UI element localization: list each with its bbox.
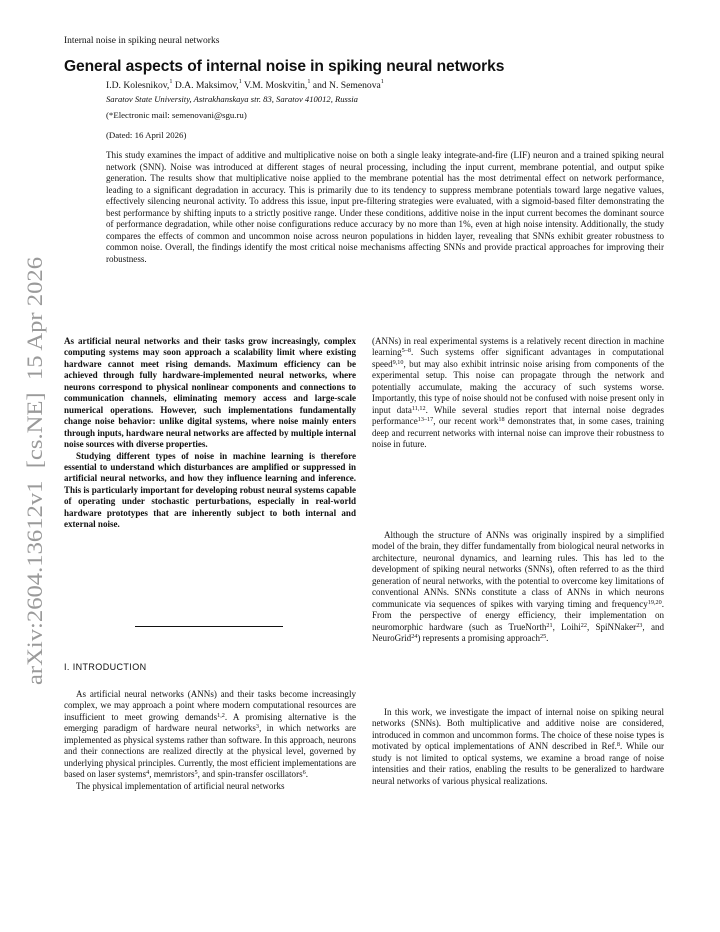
- text-run: . While several studies report that internal noise degrades performance: [372, 404, 664, 427]
- text-run: ) represents a promising approach: [417, 633, 540, 644]
- text-run: demonstrates that, in some cases, training deep and recurrent networks with internal noise can improve their robustness to noise in future.: [372, 416, 664, 450]
- text-run: , our recent work: [433, 416, 499, 427]
- text-run: , in which networks are implemented as physical systems rather than software. In this approach, neurons and their connections are realized directly at the physical level, governed by underlying physical principles. Currently, the most efficient implementations are based on laser systems: [64, 723, 356, 780]
- section-divider: [135, 626, 283, 627]
- body-paragraph: [64, 689, 356, 781]
- text-run: (ANNs) in real experimental systems is a relatively recent direction in machine learning: [372, 336, 664, 358]
- author-name: V.M. Moskvitin,: [241, 80, 308, 91]
- affiliation: Saratov State University, Astrakhanskaya str. 83, Saratov 410012, Russia: [106, 94, 358, 104]
- text-run: , and NeuroGrid: [372, 621, 665, 644]
- text-run: In this work, we investigate the impact of internal noise on spiking neural networks (SNNs). Both multiplicative and additive noise are considered, introduced in common and uncommon forms. The choice of these noise types is motivated by optical implementations of ANN described in Ref.: [372, 707, 664, 752]
- section-heading-introduction: I. INTRODUCTION: [64, 662, 147, 672]
- text-run: . A promising alternative is the emerging paradigm of hardware neural networks: [64, 711, 357, 734]
- bold-intro-paragraph: As artificial neural networks and their tasks grow increasingly, complex computing systems may soon approach a scalability limit where existing hardware cannot meet rising demands. Maximum efficiency can be achieved through fully hardware-implemented neural networks, where neurons correspond to physical nonlinear components and connections to communication channels, eliminating memory access and large-scale numerical operations. However, such implementations fundamentally change noise behavior: unlike digital systems, where noise mainly enters through inputs, hardware neural networks are affected by multiple internal noise sources with diverse properties.: [64, 336, 356, 450]
- text-run: , Loihi: [552, 621, 581, 632]
- author-name: D.A. Maksimov,: [172, 80, 239, 91]
- text-run: , and spin-transfer oscillators: [197, 769, 303, 780]
- body-paragraph: The physical implementation of artificial neural networks: [76, 780, 285, 791]
- text-run: Although the structure of ANNs was originally inspired by a simplified model of the brain, they differ fundamentally from biological neural networks in architecture, neuronal dynamics, and learning rules. This has led to the development of spiking neural networks (SNNs), often referred to as the third generation of neural networks, with the potential to overcome key limitations of conventional ANNs. SNNs constitute a class of ANNs in which neurons communicate via sequences of spikes with varying timing and frequency: [372, 530, 664, 609]
- citation: 4: [146, 769, 150, 777]
- citation: 8: [616, 741, 620, 749]
- citation: 11,12: [411, 404, 426, 412]
- bold-introduction: [64, 336, 356, 531]
- introduction-body: [64, 689, 356, 792]
- author-name: I.D. Kolesnikov,: [106, 80, 170, 91]
- text-run: .: [305, 769, 308, 780]
- text-run: . From the perspective of energy efficiency, their implementation on neuromorphic hardware (such as TrueNorth: [372, 598, 664, 632]
- citation: 1,2: [217, 711, 225, 719]
- text-run: , but may also exhibit intrinsic noise arising from components of the experimental setup. This noise can propagate through the network and potentially accumulate, making the accuracy of such systems worse. Importantly, this type of noise should not be confused with noise present only in input data: [372, 358, 664, 415]
- citation: 24: [411, 633, 418, 641]
- arxiv-identifier-text: arXiv:2604.13612v1 [cs.NE] 15 Apr 2026: [22, 293, 47, 685]
- text-run: , SpiNNaker: [586, 621, 637, 632]
- affiliation-marker: 1: [238, 78, 242, 85]
- text-run: . While our study is not limited to optical systems, we examine a broad range of noise intensities and their ratios, enabling the results to be generalized to hardware neural networks of various physical realizations.: [372, 741, 664, 786]
- citation: 22: [580, 621, 587, 629]
- running-head: Internal noise in spiking neural networks: [64, 36, 220, 46]
- date-line: (Dated: 16 April 2026): [106, 130, 187, 140]
- right-column-paragraph-2: [372, 530, 664, 645]
- citation: 23: [636, 621, 643, 629]
- author-name: and N. Semenova: [310, 80, 381, 91]
- citation: 5–8: [401, 347, 411, 355]
- bold-intro-paragraph: Studying different types of noise in machine learning is therefore essential to understand which disturbances are amplified or suppressed in artificial neural networks, and how they influence learning and inference. This is particularly important for developing robust neural systems capable of operating under stochastic perturbations, especially in real-world hardware prototypes that are inherently subject to both internal and external noise.: [64, 450, 356, 530]
- affiliation-marker: 1: [307, 78, 311, 85]
- citation: 18: [498, 416, 505, 424]
- citation: 9,10: [392, 358, 404, 366]
- right-column-paragraph-3: [372, 707, 664, 787]
- citation: 5: [194, 769, 198, 777]
- paper-title: General aspects of internal noise in spiking neural networks: [64, 58, 505, 75]
- citation: 13–17: [417, 416, 434, 424]
- citation: 3: [255, 723, 259, 731]
- corresponding-email: (*Electronic mail: semenovani@sgu.ru): [106, 110, 247, 120]
- citation: 6: [302, 769, 306, 777]
- citation: 19,20: [647, 598, 662, 606]
- affiliation-marker: 1: [380, 78, 384, 85]
- citation: 25: [539, 633, 547, 641]
- text-run: .: [546, 633, 549, 644]
- citation: 21: [546, 621, 553, 629]
- right-column-paragraph-1: [372, 336, 664, 451]
- body-paragraph: [372, 336, 664, 451]
- author-list: [106, 80, 384, 91]
- text-run: As artificial neural networks (ANNs) and their tasks become increasingly complex, we may approach a point where modern computational resources are insufficient to meet growing demands: [64, 689, 356, 722]
- arxiv-identifier-stamp: [10, 255, 54, 685]
- affiliation-marker: 1: [169, 78, 173, 85]
- body-paragraph: [372, 707, 664, 787]
- text-run: , memristors: [149, 769, 195, 780]
- text-run: . Such systems offer significant advantages in computational speed: [372, 347, 664, 369]
- body-paragraph: [372, 530, 664, 645]
- abstract: This study examines the impact of additive and multiplicative noise on both a single leaky integrate-and-fire (LIF) neuron and a trained spiking neural network (SNN). Noise was introduced at different stages of neural processing, including the input current, membrane potential, and output spike generation. The results show that multiplicative noise applied to the membrane potential has the most detrimental effect on network performance, leading to a significant degradation in accuracy. This is primarily due to its tendency to suppress membrane potentials toward large negative values, effectively silencing neuronal activity. To address this issue, input pre-filtering strategies were evaluated, with a sigmoid-based filter demonstrating the best performance by shifting inputs to a strictly positive range. Under these conditions, additive noise in the input current becomes the dominant source of performance degradation, while other noise configurations reduce accuracy by no more than 1%, even at high noise intensity. Additionally, the study compares the effects of common and uncommon noise across neuron populations in hidden layer, revealing that SNNs exhibit greater robustness to common noise. Overall, the findings identify the most critical noise mechanisms affecting SNNs and provide practical approaches for improving their robustness.: [106, 150, 664, 264]
